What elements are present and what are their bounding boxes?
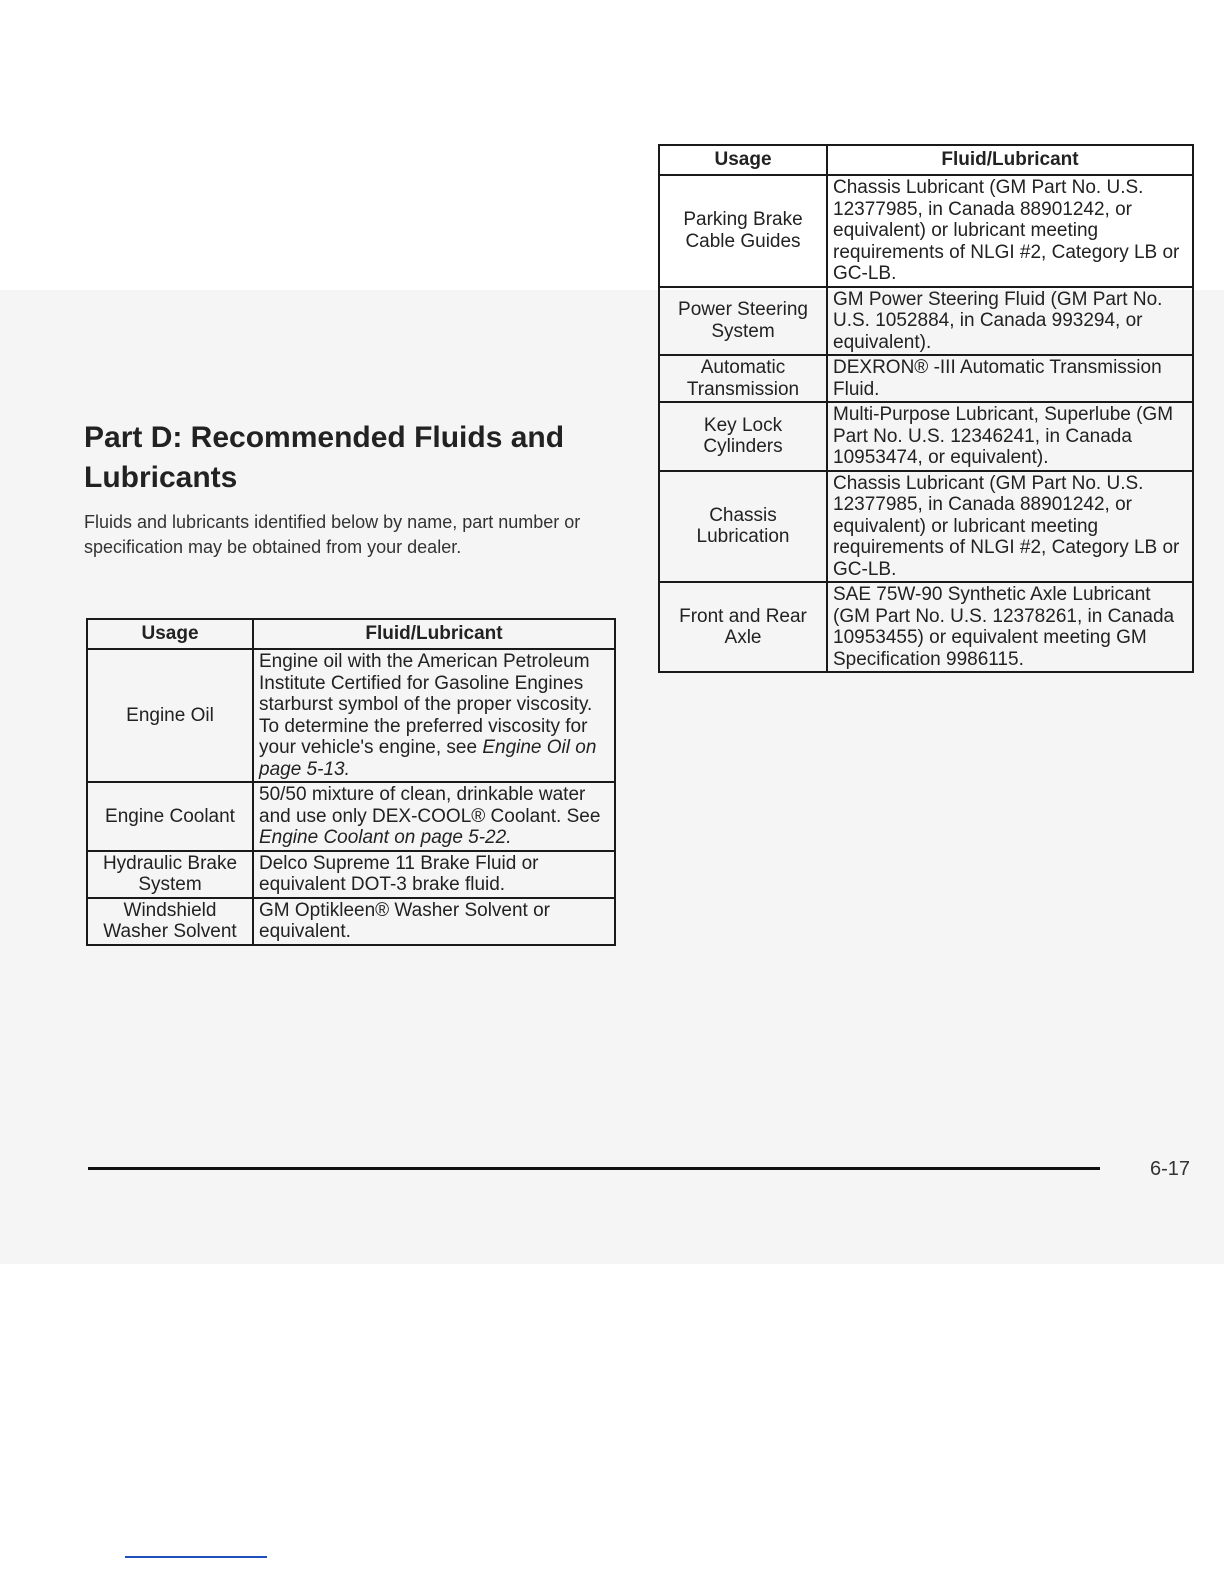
- fluid-text: 50/50 mixture of clean, drinkable water and use only DEX-COOL® Coolant. See: [259, 784, 601, 827]
- usage-cell: Front and Rear Axle: [659, 582, 827, 672]
- page-reference: Engine Coolant on page 5-22.: [259, 827, 512, 848]
- table-row: [659, 355, 1193, 402]
- footer-divider: [88, 1167, 1100, 1170]
- usage-cell: Hydraulic Brake System: [87, 851, 253, 898]
- fluid-cell: Multi-Purpose Lubricant, Superlube (GM Part No. U.S. 12346241, in Canada 10953474, or equivalent).: [827, 402, 1193, 471]
- table-row: [659, 471, 1193, 583]
- fluid-cell: DEXRON® -III Automatic Transmission Fluid.: [827, 355, 1193, 402]
- fluid-cell: GM Power Steering Fluid (GM Part No. U.S. 1052884, in Canada 993294, or equivalent).: [827, 287, 1193, 356]
- intro-paragraph: Fluids and lubricants identified below by name, part number or specification may be obtained from your dealer.: [84, 512, 581, 557]
- table-row: [87, 898, 615, 945]
- table-row: [87, 851, 615, 898]
- usage-cell: Automatic Transmission: [659, 355, 827, 402]
- fluid-header: Fluid/Lubricant: [253, 619, 615, 649]
- usage-cell: Power Steering System: [659, 287, 827, 356]
- table-row: [659, 287, 1193, 356]
- usage-cell: Parking Brake Cable Guides: [659, 175, 827, 287]
- fluid-text: Engine oil with the American Petroleum Institute Certified for Gasoline Engines starburst symbol of the proper viscosity. To determine the preferred viscosity for your vehicle's engine, see: [259, 651, 593, 758]
- fluids-table-left: [86, 618, 616, 946]
- section-title: Part D: Recommended Fluids and Lubricants: [84, 421, 565, 494]
- table-row: [87, 782, 615, 851]
- table-row: [659, 175, 1193, 287]
- fluid-header: Fluid/Lubricant: [827, 145, 1193, 175]
- usage-header: Usage: [87, 619, 253, 649]
- usage-cell: Engine Coolant: [87, 782, 253, 851]
- page-number: 6-17: [1150, 1158, 1191, 1180]
- fluid-cell: SAE 75W-90 Synthetic Axle Lubricant (GM Part No. U.S. 12378261, in Canada 10953455) or equivalent meeting GM Specification 9986115.: [827, 582, 1193, 672]
- fluid-cell: Chassis Lubricant (GM Part No. U.S. 12377985, in Canada 88901242, or equivalent) or lubricant meeting requirements of NLGI #2, Category LB or GC-LB.: [827, 471, 1193, 583]
- usage-cell: Key Lock Cylinders: [659, 402, 827, 471]
- fluid-cell: [253, 649, 615, 782]
- fluid-cell: Delco Supreme 11 Brake Fluid or equivalent DOT-3 brake fluid.: [253, 851, 615, 898]
- table-row: [659, 582, 1193, 672]
- table-row: [659, 402, 1193, 471]
- table-row: [87, 649, 615, 782]
- usage-cell: Windshield Washer Solvent: [87, 898, 253, 945]
- usage-header: Usage: [659, 145, 827, 175]
- bottom-link-underline[interactable]: [125, 1556, 267, 1558]
- table-header-row: [659, 145, 1193, 175]
- fluids-table-right: [658, 144, 1194, 673]
- fluid-cell: Chassis Lubricant (GM Part No. U.S. 12377985, in Canada 88901242, or equivalent) or lubricant meeting requirements of NLGI #2, Category LB or GC-LB.: [827, 175, 1193, 287]
- fluid-cell: GM Optikleen® Washer Solvent or equivalent.: [253, 898, 615, 945]
- page-reference: Engine Oil on page 5-13.: [259, 737, 597, 780]
- usage-cell: Engine Oil: [87, 649, 253, 782]
- usage-cell: Chassis Lubrication: [659, 471, 827, 583]
- table-header-row: [87, 619, 615, 649]
- fluid-cell: [253, 782, 615, 851]
